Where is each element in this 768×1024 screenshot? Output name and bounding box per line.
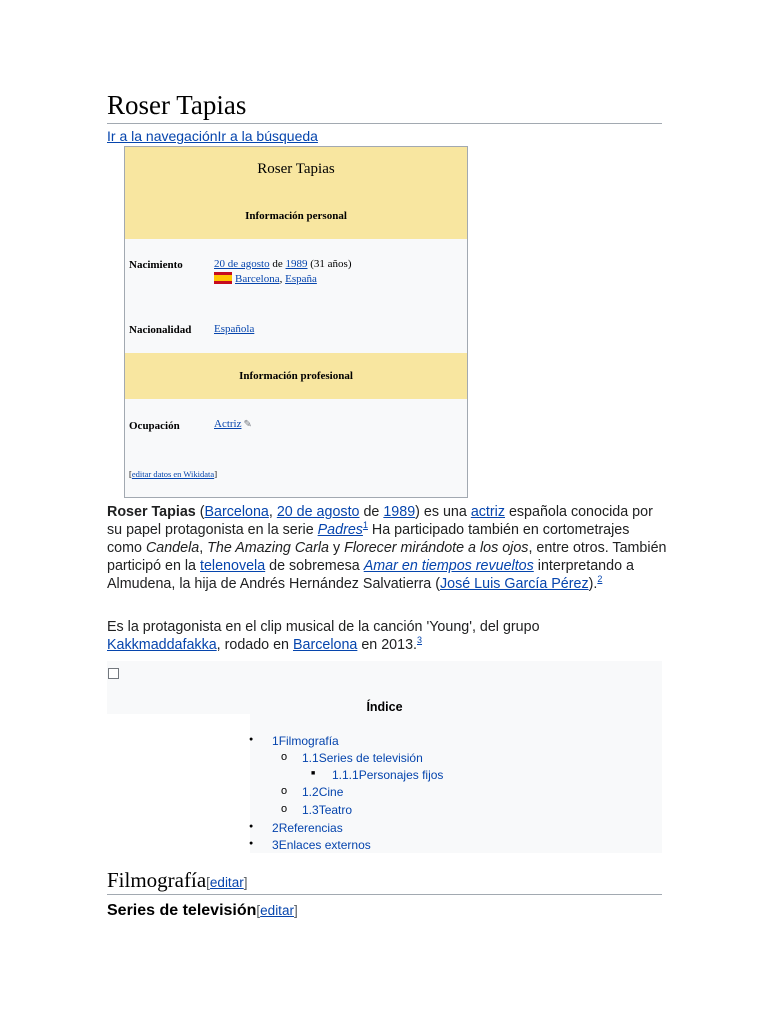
padres-link[interactable]: Padres bbox=[317, 522, 363, 538]
birth-de-text: de bbox=[272, 258, 283, 270]
spain-flag-icon bbox=[214, 272, 232, 284]
toc-text: Filmografía bbox=[278, 734, 339, 748]
birth-country-link[interactable]: España bbox=[285, 273, 317, 285]
edit-wikidata-link[interactable]: editar datos en Wikidata bbox=[131, 469, 215, 479]
infobox bbox=[124, 146, 468, 498]
nacionalidad-link[interactable]: Española bbox=[214, 323, 255, 335]
birth-year-link[interactable]: 1989 bbox=[285, 258, 308, 270]
bracket-close: ] bbox=[214, 469, 218, 479]
kakkmaddafakka-link[interactable]: Kakkmaddafakka bbox=[107, 637, 217, 653]
wikidata-edit bbox=[129, 469, 217, 479]
ocupacion-link[interactable]: Actriz bbox=[214, 418, 242, 430]
text: ) es una bbox=[415, 504, 471, 520]
toc-num: 1 bbox=[272, 734, 279, 748]
bracket-open: [ bbox=[129, 469, 132, 479]
toc-text: Series de televisión bbox=[318, 751, 423, 765]
pencil-icon[interactable]: ✎ bbox=[243, 419, 252, 430]
subject-name: Roser Tapias bbox=[107, 504, 196, 520]
toc-num: 3 bbox=[272, 838, 279, 852]
heading-text: Filmografía bbox=[107, 868, 207, 892]
birth-date-link[interactable]: 20 de agosto bbox=[214, 258, 270, 270]
toc-text: Cine bbox=[318, 785, 344, 799]
birth-age: (31 años) bbox=[310, 258, 352, 270]
jose-luis-link[interactable]: José Luis García Pérez bbox=[440, 576, 589, 592]
toc-item-enlaces[interactable] bbox=[272, 838, 371, 852]
text: , bbox=[199, 540, 208, 556]
text: , bbox=[268, 504, 277, 520]
section-heading-filmografia bbox=[107, 868, 247, 893]
reference-2[interactable]: 2 bbox=[597, 574, 603, 585]
text: Es la protagonista en el clip musical de la canción 'Young', del grupo bbox=[107, 619, 540, 635]
bullet-disc-icon: ● bbox=[249, 823, 254, 830]
page-title: Roser Tapias bbox=[107, 90, 247, 120]
jump-to-search-link[interactable]: Ir a la búsqueda bbox=[217, 128, 318, 144]
jump-to-navigation-link[interactable]: Ir a la navegación bbox=[107, 128, 218, 144]
section-edit bbox=[256, 903, 297, 918]
jump-links bbox=[107, 128, 318, 144]
text: de sobremesa bbox=[265, 558, 364, 574]
title-divider bbox=[107, 123, 662, 124]
birth-comma: , bbox=[279, 273, 283, 285]
toc-spacer bbox=[107, 714, 250, 853]
section-divider bbox=[107, 894, 662, 895]
bullet-circle-icon: o bbox=[281, 785, 288, 797]
clip-paragraph bbox=[107, 618, 547, 654]
toc-item-series[interactable] bbox=[302, 751, 423, 765]
telenovela-link[interactable]: telenovela bbox=[200, 558, 266, 574]
infobox-professional-header: Información profesional bbox=[125, 353, 467, 399]
nacimiento-value bbox=[214, 258, 352, 285]
toc-item-filmografia[interactable] bbox=[272, 734, 339, 748]
table-of-contents bbox=[107, 661, 662, 853]
toc-num: 1.1.1 bbox=[332, 768, 359, 782]
edit-link-series[interactable]: editar bbox=[260, 903, 294, 918]
toc-title: Índice bbox=[366, 700, 403, 714]
actriz-link[interactable]: actriz bbox=[470, 504, 505, 520]
toc-num: 2 bbox=[272, 821, 279, 835]
birth-city-link[interactable]: Barcelona bbox=[235, 273, 280, 285]
bullet-circle-icon: o bbox=[281, 751, 288, 763]
text: ( bbox=[195, 504, 205, 520]
infobox-header bbox=[125, 147, 467, 239]
text: interpretando a Almudena, la hija de Andrés Hernández Salvatierra ( bbox=[107, 558, 634, 592]
title-candela: Candela bbox=[145, 540, 200, 556]
edit-link-filmografia[interactable]: editar bbox=[209, 875, 244, 890]
section-edit bbox=[206, 875, 247, 890]
toc-text: Referencias bbox=[278, 821, 343, 835]
bullet-disc-icon: ● bbox=[249, 736, 254, 743]
text: Ha participado también en cortometrajes como bbox=[107, 522, 630, 556]
toc-item-cine[interactable] bbox=[302, 785, 343, 799]
text: y bbox=[329, 540, 345, 556]
bracket-close: ] bbox=[293, 903, 298, 918]
infobox-personal-header: Información personal bbox=[245, 210, 347, 222]
toc-text: Teatro bbox=[318, 803, 353, 817]
title-florecer: Florecer mirándote a los ojos bbox=[344, 540, 529, 556]
reference-3[interactable]: 3 bbox=[417, 635, 423, 646]
section-heading-series bbox=[107, 902, 298, 920]
toc-text: Enlaces externos bbox=[278, 838, 371, 852]
toc-item-referencias[interactable] bbox=[272, 821, 343, 835]
toc-num: 1.3 bbox=[302, 803, 319, 817]
text: , rodado en bbox=[216, 637, 293, 653]
ocupacion-label: Ocupación bbox=[129, 420, 180, 432]
toc-item-personajes[interactable] bbox=[332, 768, 443, 782]
bracket-close: ] bbox=[243, 875, 248, 890]
barcelona-link-2[interactable]: Barcelona bbox=[292, 637, 358, 653]
heading-text: Series de televisión bbox=[107, 902, 257, 919]
intro-paragraph bbox=[107, 503, 667, 593]
infobox-name: Roser Tapias bbox=[257, 161, 335, 177]
date-link[interactable]: 20 de agosto bbox=[276, 504, 360, 520]
toc-item-teatro[interactable] bbox=[302, 803, 352, 817]
toc-text: Personajes fijos bbox=[358, 768, 444, 782]
toc-num: 1.2 bbox=[302, 785, 319, 799]
bracket-open: [ bbox=[206, 875, 210, 890]
text: de bbox=[359, 504, 384, 520]
toc-num: 1.1 bbox=[302, 751, 319, 765]
barcelona-link[interactable]: Barcelona bbox=[204, 504, 269, 520]
reference-1[interactable]: 1 bbox=[362, 520, 368, 531]
title-amazing-carla: The Amazing Carla bbox=[207, 540, 329, 556]
bullet-disc-icon: ● bbox=[249, 840, 254, 847]
ocupacion-value bbox=[214, 418, 252, 430]
text: en 2013. bbox=[357, 637, 417, 653]
year-link[interactable]: 1989 bbox=[383, 504, 416, 520]
text: española conocida por su papel protagonista en la serie bbox=[107, 504, 653, 538]
text: , entre otros. También participó en la bbox=[107, 540, 667, 574]
text: ). bbox=[588, 576, 598, 592]
amar-link[interactable]: Amar en tiempos revueltos bbox=[363, 558, 534, 574]
nacimiento-label: Nacimiento bbox=[129, 259, 183, 271]
bullet-square-icon: ■ bbox=[311, 770, 316, 777]
nacionalidad-label: Nacionalidad bbox=[129, 324, 192, 336]
toc-toggle-checkbox[interactable] bbox=[108, 668, 119, 679]
bullet-circle-icon: o bbox=[281, 803, 288, 815]
bracket-open: [ bbox=[256, 903, 261, 918]
